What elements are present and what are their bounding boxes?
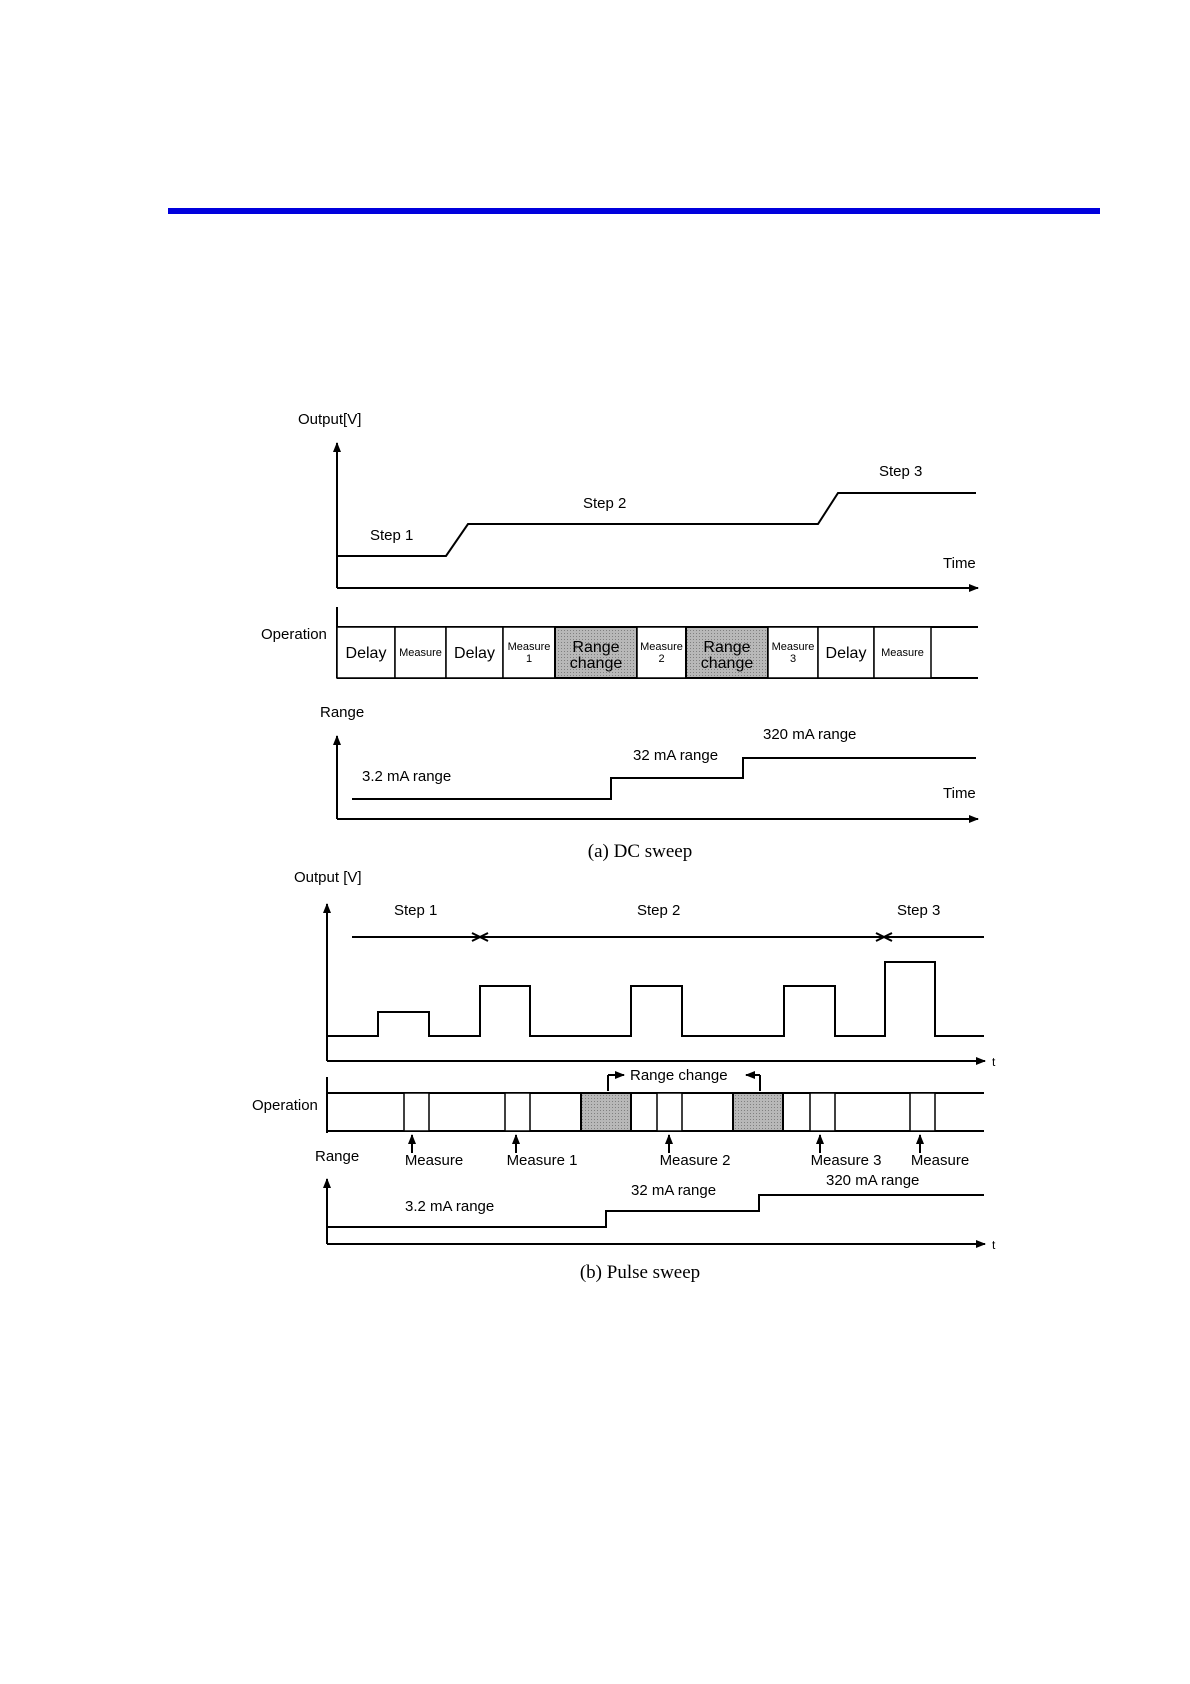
pulse-operation-cells (404, 1093, 935, 1131)
pulse-t-label: t (992, 1055, 996, 1069)
dc-range-32ma-label: 32 mA range (633, 747, 719, 764)
pulse-step-3-label: Step 3 (897, 902, 941, 919)
dc-op-label-line-2: 1 (525, 653, 533, 665)
dc-step-1-label: Step 1 (370, 527, 414, 544)
pulse-t-label-2: t (992, 1238, 996, 1252)
dc-op-label: Measure (507, 641, 551, 653)
pulse-step-span-line (352, 933, 984, 941)
pulse-range-change-label: Range change (630, 1067, 728, 1084)
pulse-range-label: Range (315, 1148, 360, 1165)
dc-step-2-label: Step 2 (583, 495, 627, 512)
dc-caption: (a) DC sweep (587, 841, 693, 862)
pulse-measure-arrows (412, 1135, 920, 1153)
pulse-caption: (b) Pulse sweep (579, 1262, 701, 1283)
dc-op-label: Measure (640, 641, 683, 653)
pulse-measure-2-label: Measure 2 (659, 1152, 731, 1169)
dc-op-label: Delay (345, 645, 387, 662)
pulse-measure-1-label: Measure 1 (506, 1152, 578, 1169)
pulse-measure-label: Measure (404, 1152, 464, 1169)
dc-y-axis-label: Output[V] (298, 411, 362, 428)
dc-range-320ma-label: 320 mA range (763, 726, 857, 743)
pulse-range-320ma-label: 320 mA range (826, 1172, 920, 1189)
dc-operation-label: Operation (261, 626, 327, 643)
pulse-range-32ma-label: 32 mA range (631, 1182, 717, 1199)
dc-time-label-2: Time (943, 785, 976, 802)
dc-time-label: Time (943, 555, 976, 572)
dc-op-label: Delay (454, 645, 495, 662)
dc-output-staircase (337, 493, 976, 556)
dc-op-label: Delay (825, 645, 867, 662)
dc-op-label-line-2: change (700, 655, 754, 672)
pulse-step-2-label: Step 2 (637, 902, 681, 919)
dc-op-label: Measure (881, 647, 924, 659)
dc-op-label: Measure (771, 641, 815, 653)
pulse-y-axis-label: Output [V] (294, 869, 362, 886)
pulse-operation-label: Operation (252, 1097, 318, 1114)
dc-range-label: Range (320, 704, 365, 721)
pulse-range-3-2ma-label: 3.2 mA range (405, 1198, 495, 1215)
pulse-range-change-box-1 (581, 1093, 631, 1131)
dc-op-label: Measure (399, 647, 442, 659)
dc-op-label-line-2: change (569, 655, 623, 672)
dc-op-label: Range (572, 639, 620, 656)
pulse-output-waveform (327, 962, 984, 1036)
pulse-range-change-box-2 (733, 1093, 783, 1131)
pulse-measure-last-label: Measure (910, 1152, 970, 1169)
pulse-measure-3-label: Measure 3 (810, 1152, 882, 1169)
dc-range-3-2ma-label: 3.2 mA range (362, 768, 452, 785)
dc-op-label: Range (703, 639, 751, 656)
dc-step-3-label: Step 3 (879, 463, 923, 480)
pulse-step-1-label: Step 1 (394, 902, 438, 919)
dc-operation-boxes (337, 627, 931, 678)
dc-op-label-line-2: 3 (789, 653, 797, 665)
dc-op-label-line-2: 2 (658, 653, 665, 665)
